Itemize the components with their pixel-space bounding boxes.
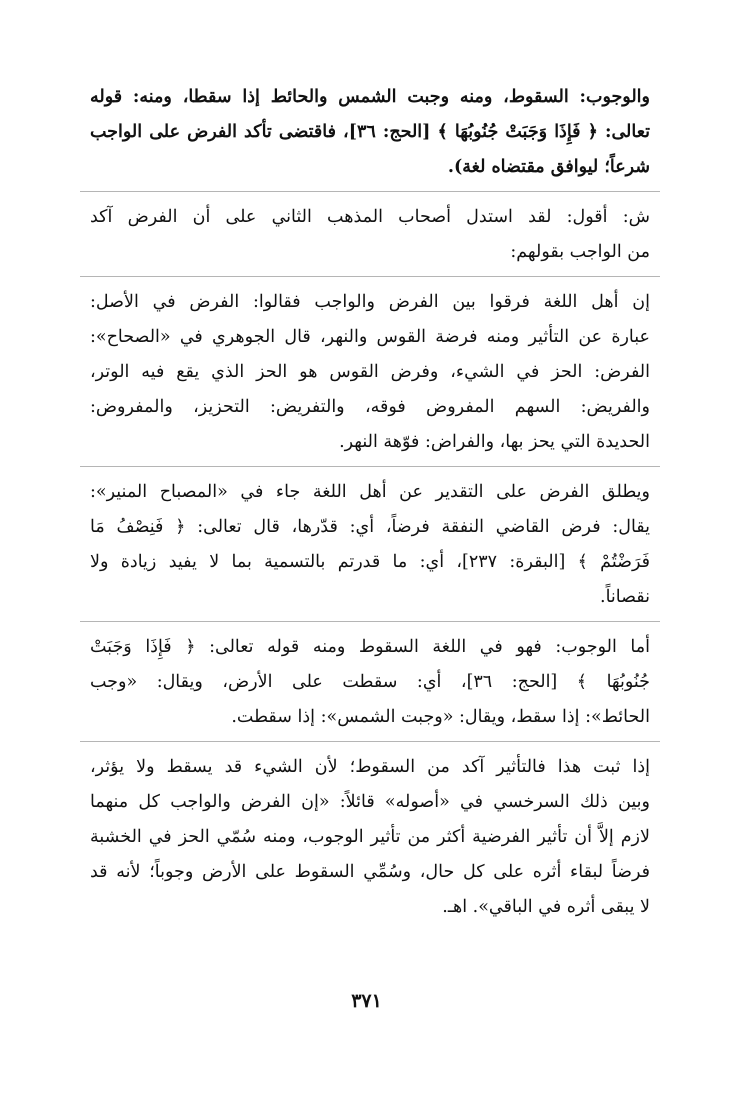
page-body (90, 80, 650, 925)
text-line: إن أهل اللغة فرقوا بين الفرض والواجب فقالوا: الفرض في الأصل: (90, 292, 650, 312)
paragraph-quoted-text (90, 80, 650, 185)
paragraph-commentary-intro (90, 200, 650, 270)
paragraph-fard-definition (90, 285, 650, 460)
text-line: أما الوجوب: فهو في اللغة السقوط ومنه قوله تعالى: ﴿ فَإِذَا وَجَبَتْ (90, 637, 650, 657)
paragraph-divider (80, 741, 660, 742)
paragraph-divider (80, 276, 660, 277)
text-line: والفريض: السهم المفروض فوقه، والتفريض: التحزيز، والمفروض: (90, 397, 650, 417)
text-line: يقال: فرض القاضي النفقة فرضاً، أي: قدّرها، قال تعالى: ﴿ فَنِصْفُ مَا (90, 517, 650, 537)
text-line: فرضاً لبقاء أثره على كل حال، وسُمِّي السقوط على الأرض وجوباً؛ لأنه قد (90, 862, 650, 882)
text-line: نقصاناً. (600, 587, 650, 607)
paragraph-divider (80, 621, 660, 622)
paragraph-wujub-definition (90, 630, 650, 735)
paragraph-fard-estimation (90, 475, 650, 615)
paragraph-divider (80, 191, 660, 192)
text-line: وبين ذلك السرخسي في «أصوله» قائلاً: «إن الفرض والواجب كل منهما (90, 792, 650, 812)
text-line: تعالى: ﴿ فَإِذَا وَجَبَتْ جُنُوبُهَا ﴾ [الحج: ٣٦]، فاقتضى تأكد الفرض على الواجب (90, 122, 650, 142)
text-line: الحائط»: إذا سقط، ويقال: «وجبت الشمس»: إذا سقطت. (231, 707, 650, 727)
text-line: من الواجب بقولهم: (510, 242, 650, 262)
text-line: لازم إلاَّ أن تأثير الفرضية أكثر من تأثير الوجوب، ومنه سُمّي الحز في الخشبة (90, 827, 650, 847)
text-line: والوجوب: السقوط، ومنه وجبت الشمس والحائط إذا سقطا، ومنه: قوله (90, 87, 650, 107)
text-line: الحديدة التي يحز بها، والفراض: فوّهة النهر. (339, 432, 650, 452)
text-line: فَرَضْتُمْ ﴾ [البقرة: ٢٣٧]، أي: ما قدرتم بالتسمية بما لا يفيد زيادة ولا (90, 552, 650, 572)
paragraph-conclusion (90, 750, 650, 925)
text-line: عبارة عن التأثير ومنه فرضة القوس والنهر، قال الجوهري في «الصحاح»: (90, 327, 650, 347)
paragraph-divider (80, 466, 660, 467)
text-line: شرعاً؛ ليوافق مقتضاه لغة). (447, 157, 650, 177)
text-line: إذا ثبت هذا فالتأثير آكد من السقوط؛ لأن الشيء قد يسقط ولا يؤثر، (90, 757, 650, 777)
text-line: ويطلق الفرض على التقدير عن أهل اللغة جاء في «المصباح المنير»: (90, 482, 650, 502)
text-line: الفرض: الحز في الشيء، وفرض القوس هو الحز الذي يقع فيه الوتر، (90, 362, 650, 382)
text-line: جُنُوبُهَا ﴾ [الحج: ٣٦]، أي: سقطت على الأرض، ويقال: «وجب (90, 672, 650, 692)
text-line: ش: أقول: لقد استدل أصحاب المذهب الثاني على أن الفرض آكد (90, 207, 650, 227)
text-line: لا يبقى أثره في الباقي». اهـ. (442, 897, 650, 917)
page-number: ٣٧١ (351, 990, 382, 1012)
